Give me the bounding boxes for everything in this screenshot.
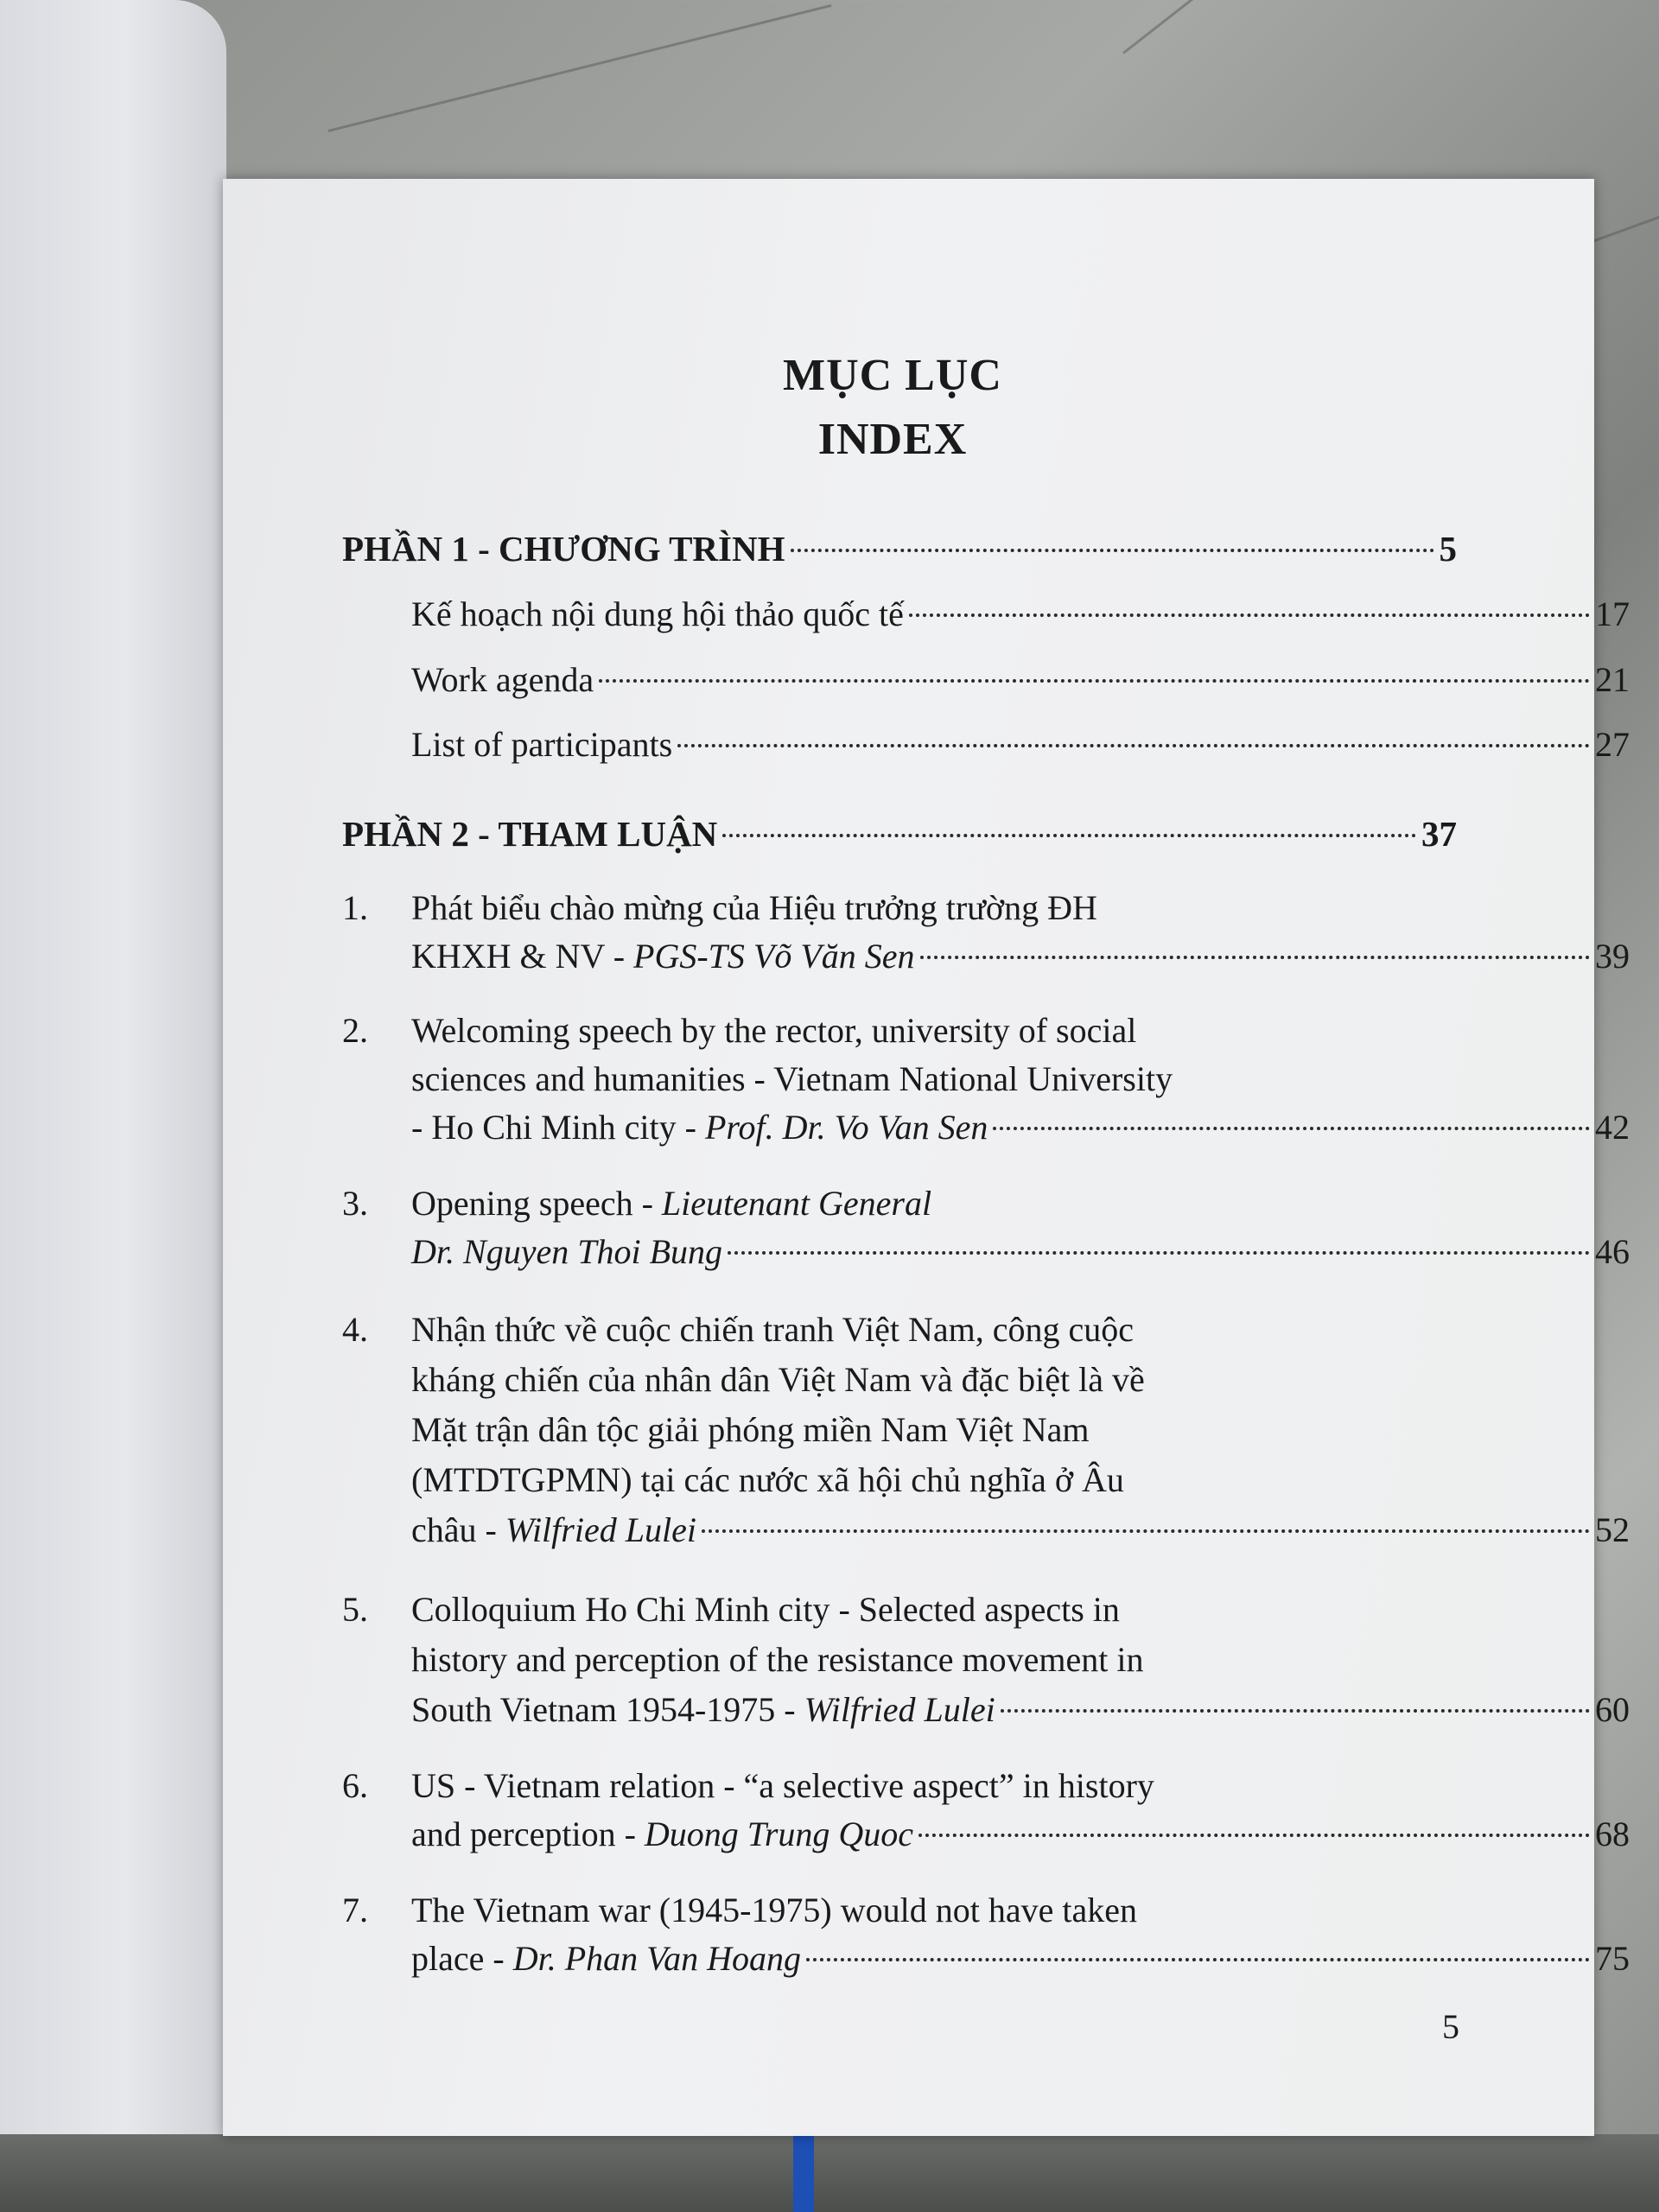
facing-page: [0, 0, 226, 2212]
part-2-label: PHẦN 2 - THAM LUẬN: [342, 814, 718, 854]
entry-title-line[interactable]: Phát biểu chào mừng của Hiệu trưởng trường ĐH: [411, 888, 1097, 927]
entry-title-line[interactable]: history and perception of the resistance movement in: [411, 1640, 1144, 1679]
entry-title-line[interactable]: sciences and humanities - Vietnam National University: [411, 1059, 1173, 1098]
entry-number: 2.: [342, 1011, 368, 1050]
index-page: [223, 179, 1630, 2136]
entry-number: 4.: [342, 1310, 368, 1349]
toc-part-2[interactable]: [342, 811, 1457, 856]
entry-number: 7.: [342, 1891, 368, 1929]
entry-title-line[interactable]: Mặt trận dân tộc giải phóng miền Nam Việt Nam: [411, 1410, 1090, 1449]
entry-author: Dr. Phan Van Hoang: [512, 1939, 802, 1978]
part-2-page: 37: [1421, 814, 1457, 854]
toc-entry-1[interactable]: KHXH & NV - PGS-TS Võ Văn Sen 39: [411, 937, 1630, 976]
bookmark-ribbon[interactable]: [793, 2134, 814, 2212]
page-title-en: INDEX: [817, 415, 968, 464]
toc-entry-5[interactable]: South Vietnam 1954-1975 - Wilfried Lulei 60: [411, 1690, 1630, 1729]
toc-entry-3[interactable]: Dr. Nguyen Thoi Bung 46: [411, 1232, 1630, 1271]
page-number: 5: [1442, 2007, 1459, 2046]
entry-author: Wilfried Lulei: [804, 1690, 995, 1729]
part-1-page: 5: [1439, 529, 1457, 569]
entry-number: 6.: [342, 1766, 368, 1805]
leader-dots: [791, 549, 1434, 552]
entry-author: Dr. Nguyen Thoi Bung: [411, 1232, 722, 1271]
entry-title-line[interactable]: Welcoming speech by the rector, university of social: [411, 1011, 1137, 1050]
toc-entry-4[interactable]: châu - Wilfried Lulei 52: [411, 1510, 1630, 1549]
entry-title-line[interactable]: (MTDTGPMN) tại các nước xã hội chủ nghĩa ở Âu: [411, 1460, 1124, 1499]
toc-item[interactable]: Kế hoạch nội dung hội thảo quốc tế 17: [411, 594, 1630, 633]
entry-title-line[interactable]: kháng chiến của nhân dân Việt Nam và đặc biệt là về: [411, 1360, 1145, 1399]
toc-entry-2[interactable]: - Ho Chi Minh city - Prof. Dr. Vo Van Sen 42: [411, 1108, 1630, 1147]
page-title-vi: MỤC LỤC: [783, 351, 1002, 400]
entry-title-line[interactable]: Opening speech - Lieutenant General: [411, 1184, 932, 1223]
leader-dots: [722, 834, 1416, 837]
book-edge: [0, 2134, 1659, 2212]
entry-author: Wilfried Lulei: [505, 1510, 696, 1549]
toc-entry-6[interactable]: and perception - Duong Trung Quoc 68: [411, 1815, 1630, 1853]
entry-number: 5.: [342, 1590, 368, 1629]
toc-part-1[interactable]: [342, 526, 1457, 571]
toc-item[interactable]: List of participants 27: [411, 725, 1630, 764]
entry-author: Duong Trung Quoc: [644, 1815, 914, 1853]
entry-author: PGS-TS Võ Văn Sen: [633, 937, 915, 976]
entry-title-line[interactable]: US - Vietnam relation - “a selective aspect” in history: [411, 1766, 1154, 1805]
entry-number: 3.: [342, 1184, 368, 1223]
toc-item[interactable]: Work agenda 21: [411, 660, 1630, 699]
entry-title-line[interactable]: Nhận thức về cuộc chiến tranh Việt Nam, công cuộc: [411, 1310, 1135, 1349]
part-1-label: PHẦN 1 - CHƯƠNG TRÌNH: [342, 529, 785, 569]
entry-title-line[interactable]: The Vietnam war (1945-1975) would not have taken: [411, 1891, 1137, 1929]
entry-author: Prof. Dr. Vo Van Sen: [704, 1108, 988, 1147]
entry-author: Lieutenant General: [661, 1184, 932, 1223]
toc-entry-7[interactable]: place - Dr. Phan Van Hoang 75: [411, 1939, 1630, 1978]
entry-number: 1.: [342, 888, 368, 927]
entry-title-line[interactable]: Colloquium Ho Chi Minh city - Selected aspects in: [411, 1590, 1120, 1629]
